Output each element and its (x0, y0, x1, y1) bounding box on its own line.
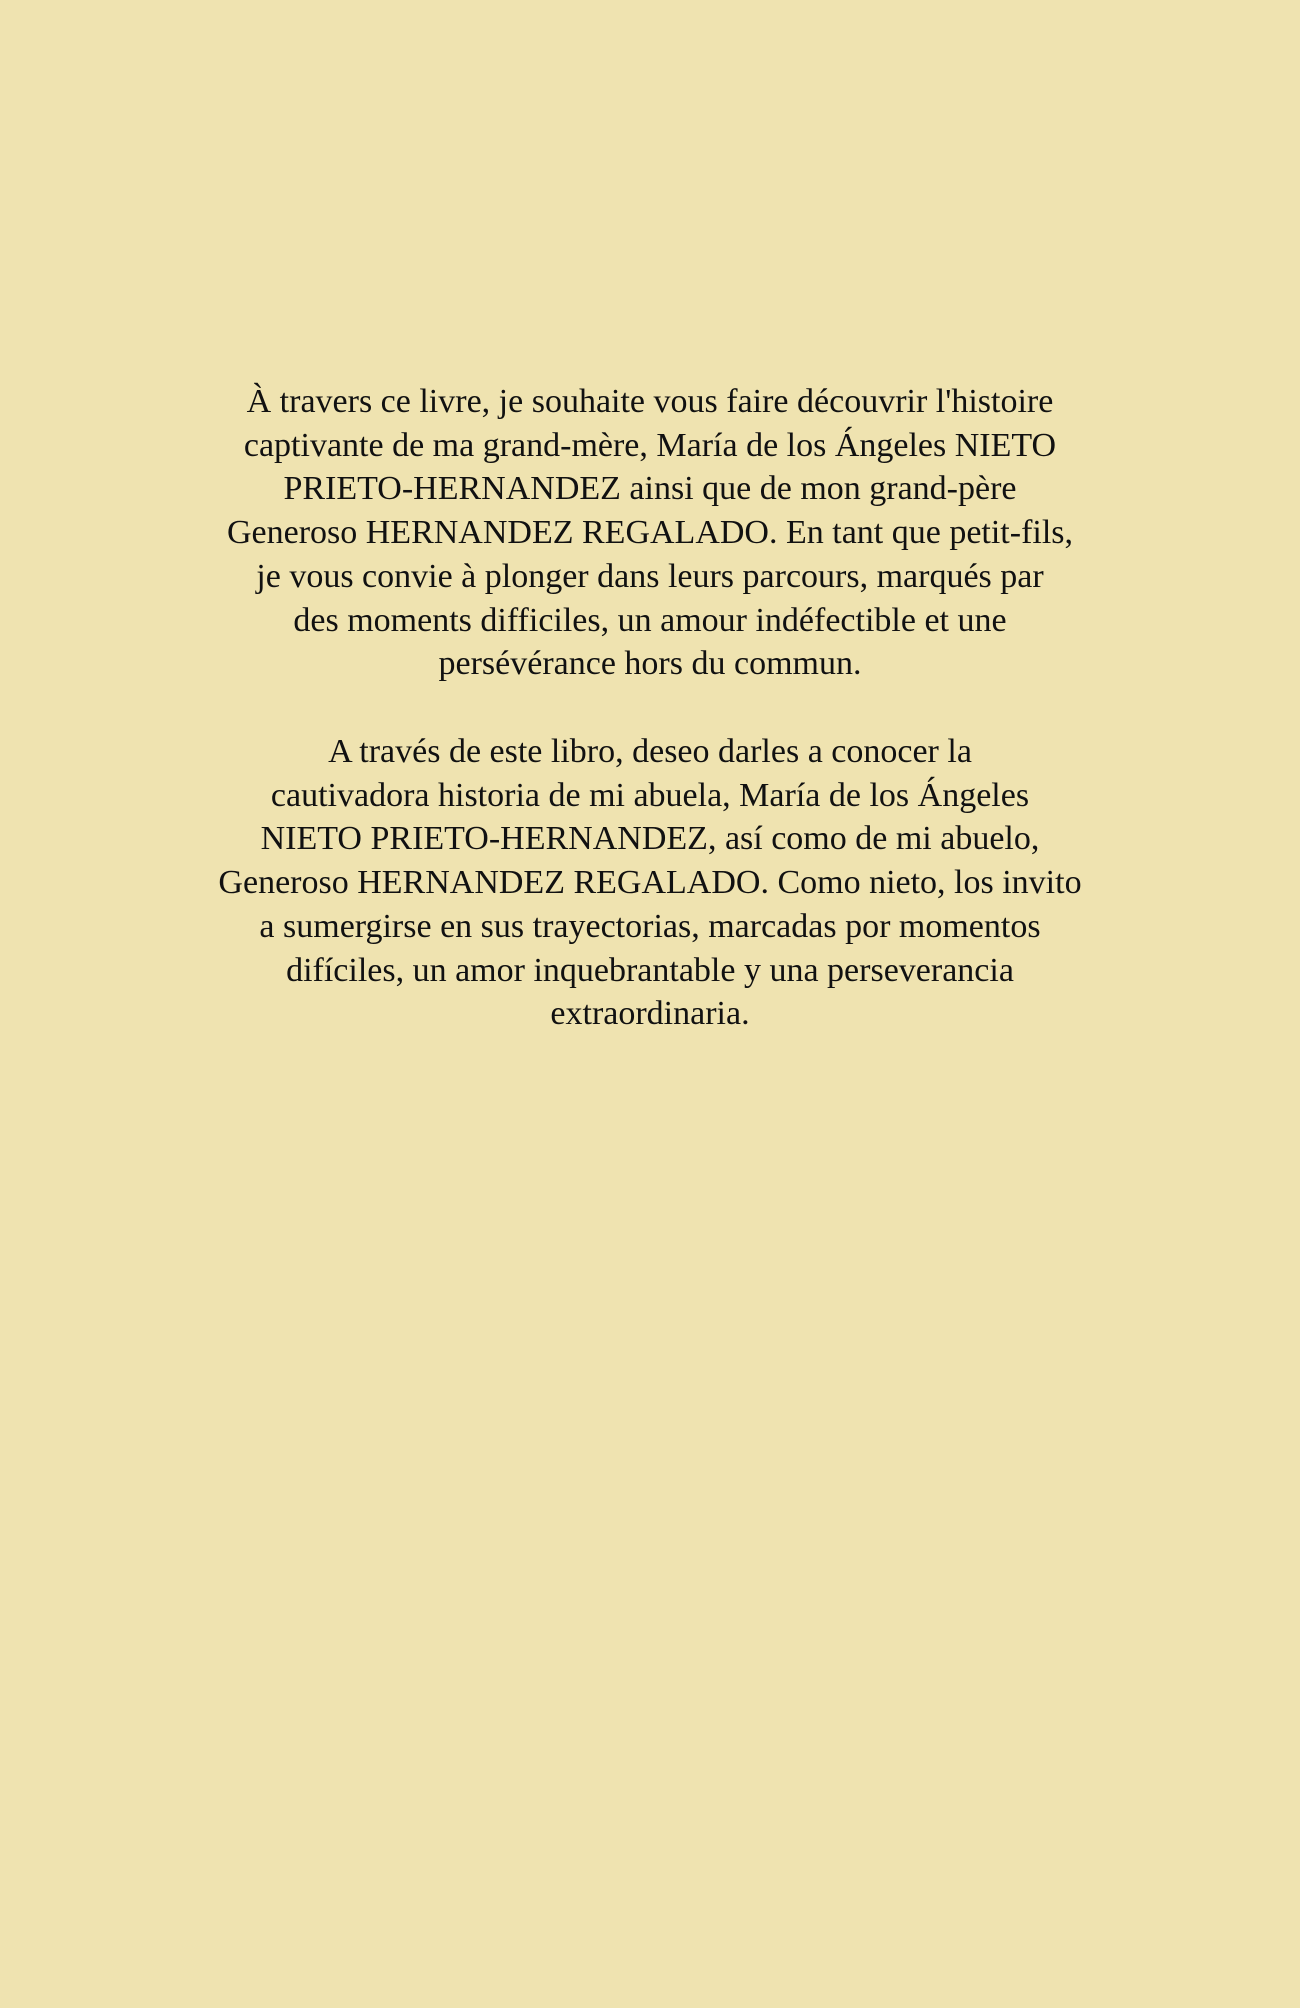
text-line: A través de este libro, deseo darles a conocer la (328, 733, 972, 770)
text-line: À travers ce livre, je souhaite vous faire découvrir l'histoire (246, 383, 1054, 420)
french-paragraph-block (150, 380, 1150, 686)
text-line: persévérance hors du commun. (438, 645, 862, 683)
spanish-paragraph (150, 730, 1150, 1036)
text-line: a sumergirse en sus trayectorias, marcadas por momentos (259, 907, 1041, 945)
text-line: cautivadora historia de mi abuela, María de los Ángeles (270, 776, 1030, 814)
text-line: je vous convie à plonger dans leurs parcours, marqués par (256, 557, 1044, 595)
text-line: captivante de ma grand-mère, María de los Ángeles NIETO (243, 426, 1057, 464)
text-line: Generoso HERNANDEZ REGALADO. Como nieto, los invito (218, 864, 1082, 902)
text-line: des moments difficiles, un amour indéfectible et une (293, 601, 1007, 639)
spanish-paragraph-block (150, 730, 1150, 1036)
french-paragraph (150, 380, 1150, 686)
text-line: extraordinaria. (550, 995, 750, 1033)
text-line: PRIETO-HERNANDEZ ainsi que de mon grand-père (283, 470, 1017, 508)
text-line: Generoso HERNANDEZ REGALADO. En tant que petit-fils, (226, 514, 1074, 552)
text-line: difíciles, un amor inquebrantable y una perseverancia (286, 951, 1014, 989)
text-line: NIETO PRIETO-HERNANDEZ, así como de mi abuelo, (260, 820, 1040, 858)
